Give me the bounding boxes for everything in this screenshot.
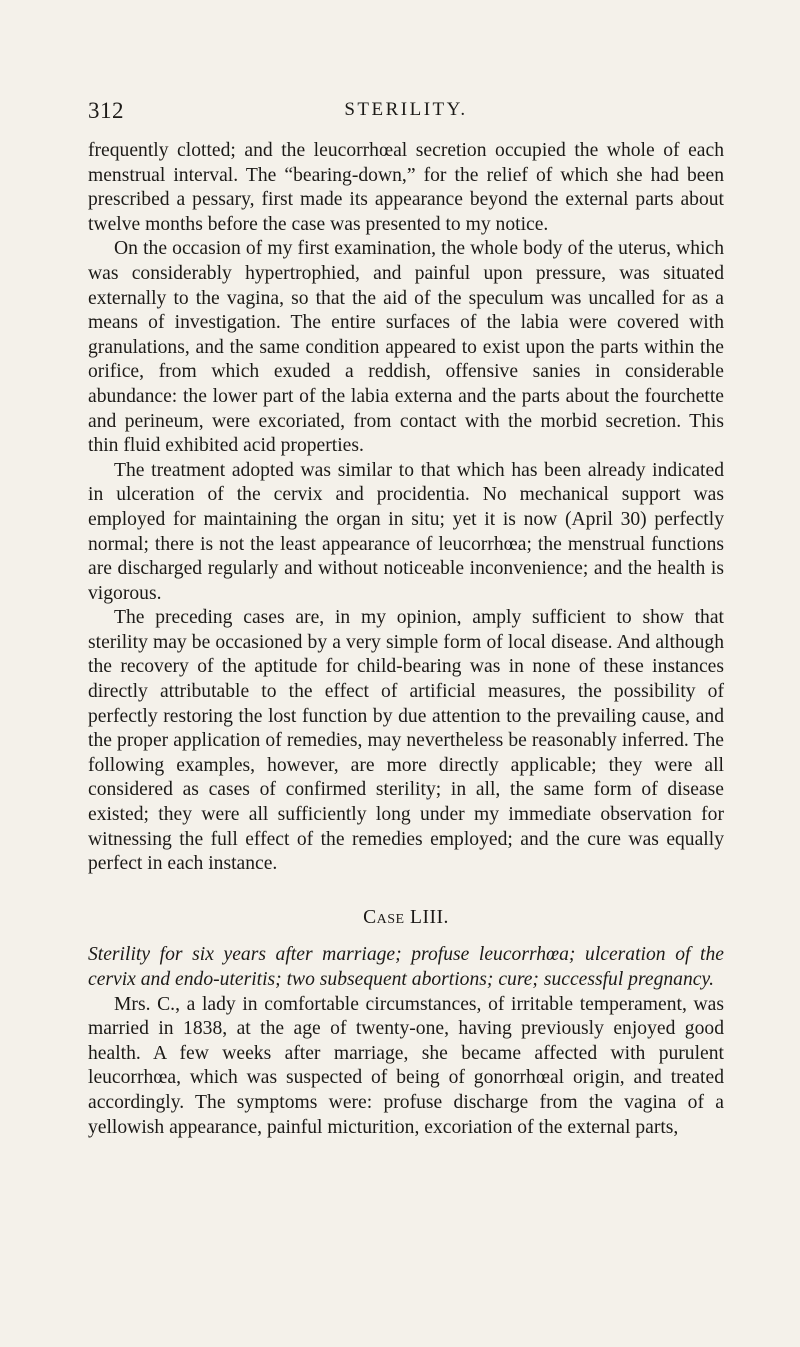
body-text (88, 139, 724, 1140)
case-paragraph: Mrs. C., a lady in comfortable circumstances, of irritable temperament, was married in 1838, at the age of twenty-one, having previously enjoyed good health. A few weeks after marriage, she became affected with purulent leucorrhœa, which was suspected of being of gonorrhœal origin, and treated accordingly. The symptoms were: profuse discharge from the vagina of a yellowish appearance, painful micturition, excoriation of the external parts, (88, 993, 724, 1138)
running-head: STERILITY. (344, 99, 468, 120)
paragraph: The treatment adopted was similar to that which has been already indicated in ulceration of the cervix and procidentia. No mechanical support was employed for maintaining the organ in situ; yet it is now (April 30) perfectly normal; there is not the least appearance of leucorrhœa; the menstrual functions are discharged regularly and without noticeable inconvenience; and the health is vigorous. (88, 459, 724, 604)
paragraph: The preceding cases are, in my opinion, amply sufficient to show that sterility may be occasioned by a very simple form of local disease. And although the recovery of the aptitude for child-bearing was in none of these instances directly attributable to the effect of artificial measures, the possibility of perfectly restoring the lost function by due attention to the prevailing cause, and the proper application of remedies, may nevertheless be reasonably inferred. The following examples, however, are more directly applicable; they were all considered as cases of confirmed sterility; in all, the same form of disease existed; they were all sufficiently long under my immediate observation for witnessing the full effect of the remedies employed; and the cure was equally perfect in each instance. (88, 607, 724, 875)
page-number: 312 (88, 98, 124, 123)
paragraph: On the occasion of my first examination, the whole body of the uterus, which was considerably hypertrophied, and painful upon pressure, was situated externally to the vagina, so that the aid of the speculum was uncalled for as a means of investigation. The entire surfaces of the labia were covered with granulations, and the same condition appeared to exist upon the parts within the orifice, from which exuded a reddish, offensive sanies in considerable abundance: the lower part of the labia externa and the parts about the fourchette and perineum, were excoriated, from contact with the morbid secretion. This thin fluid exhibited acid properties. (88, 238, 724, 457)
page-header (88, 98, 724, 124)
case-heading: Case LIII. (363, 906, 449, 928)
paragraph-continued: frequently clotted; and the leucorrhœal secretion occupied the whole of each menstrual interval. The “bearing-down,” for the relief of which she had been prescribed a pessary, first made its appearance beyond the external parts about twelve months before the case was presented to my notice. (88, 140, 724, 235)
case-summary: Sterility for six years after marriage; profuse leucorrhœa; ulceration of the cervix and endo-uteritis; two subsequent abortions; cure; successful pregnancy. (88, 944, 724, 990)
